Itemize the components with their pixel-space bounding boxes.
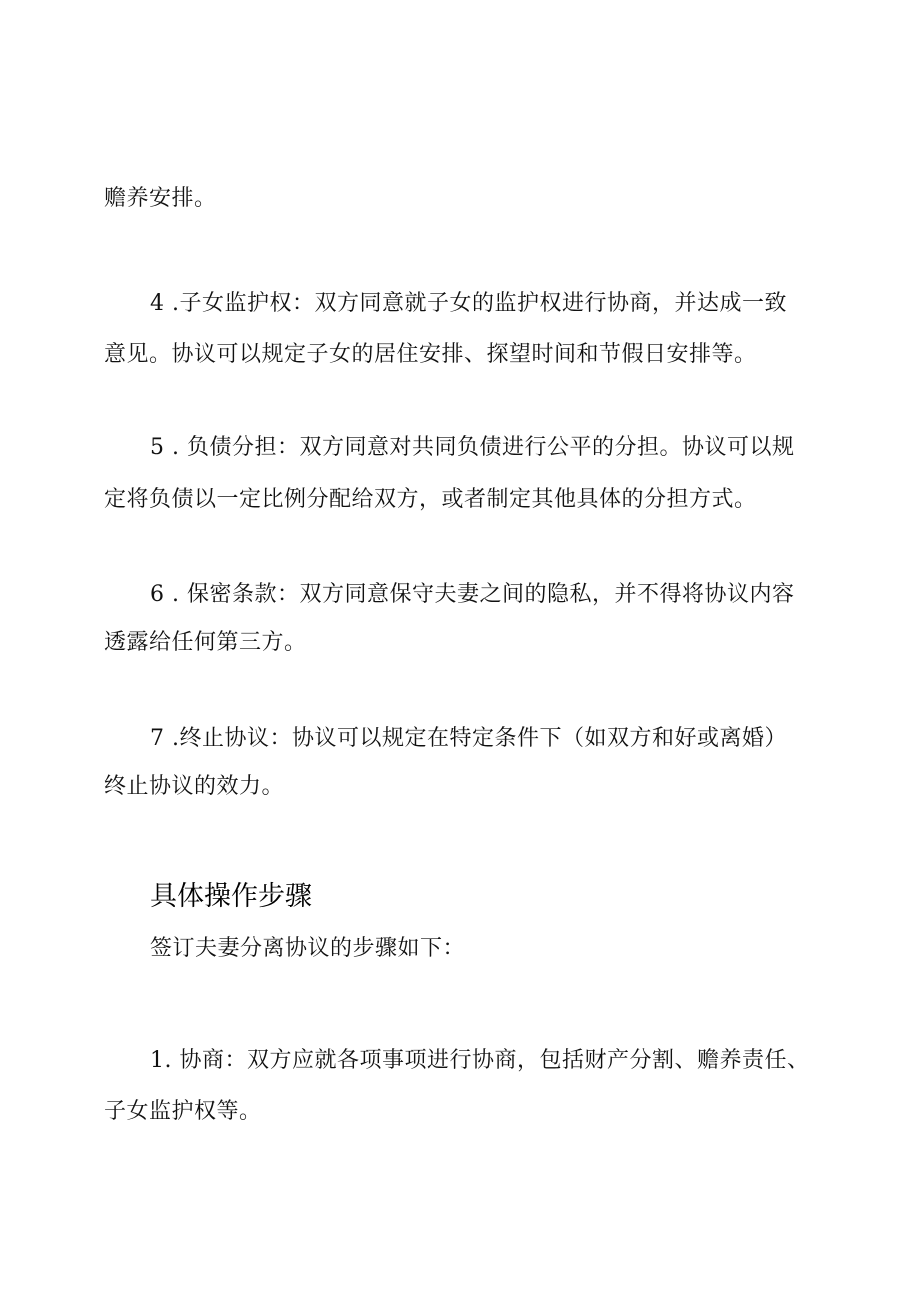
step-1-line-2: 子女监护权等。 <box>104 1099 262 1124</box>
item-5-line-1: 5 . 负债分担：双方同意对共同负债进行公平的分担。协议可以规 <box>150 435 795 460</box>
item-7-line-1: 7 .终止协议：协议可以规定在特定条件下（如双方和好或离婚） <box>150 726 787 751</box>
fragment-line: 赡养安排。 <box>104 186 217 211</box>
item-5-line-2: 定将负债以一定比例分配给双方，或者制定其他具体的分担方式。 <box>104 487 757 512</box>
item-4-line-2: 意见。协议可以规定子女的居住安排、探望时间和节假日安排等。 <box>104 342 757 367</box>
step-1-line-1: 1. 协商：双方应就各项事项进行协商，包括财产分割、赡养责任、 <box>150 1048 810 1073</box>
item-6-line-1: 6 . 保密条款：双方同意保守夫妻之间的隐私，并不得将协议内容 <box>150 582 795 607</box>
item-6-line-2: 透露给任何第三方。 <box>104 630 307 655</box>
section-intro: 签订夫妻分离协议的步骤如下： <box>150 936 466 961</box>
section-heading: 具体操作步骤 <box>150 881 312 912</box>
item-7-line-2: 终止协议的效力。 <box>104 774 285 799</box>
item-4-line-1: 4 .子女监护权：双方同意就子女的监护权进行协商，并达成一致 <box>150 291 787 316</box>
